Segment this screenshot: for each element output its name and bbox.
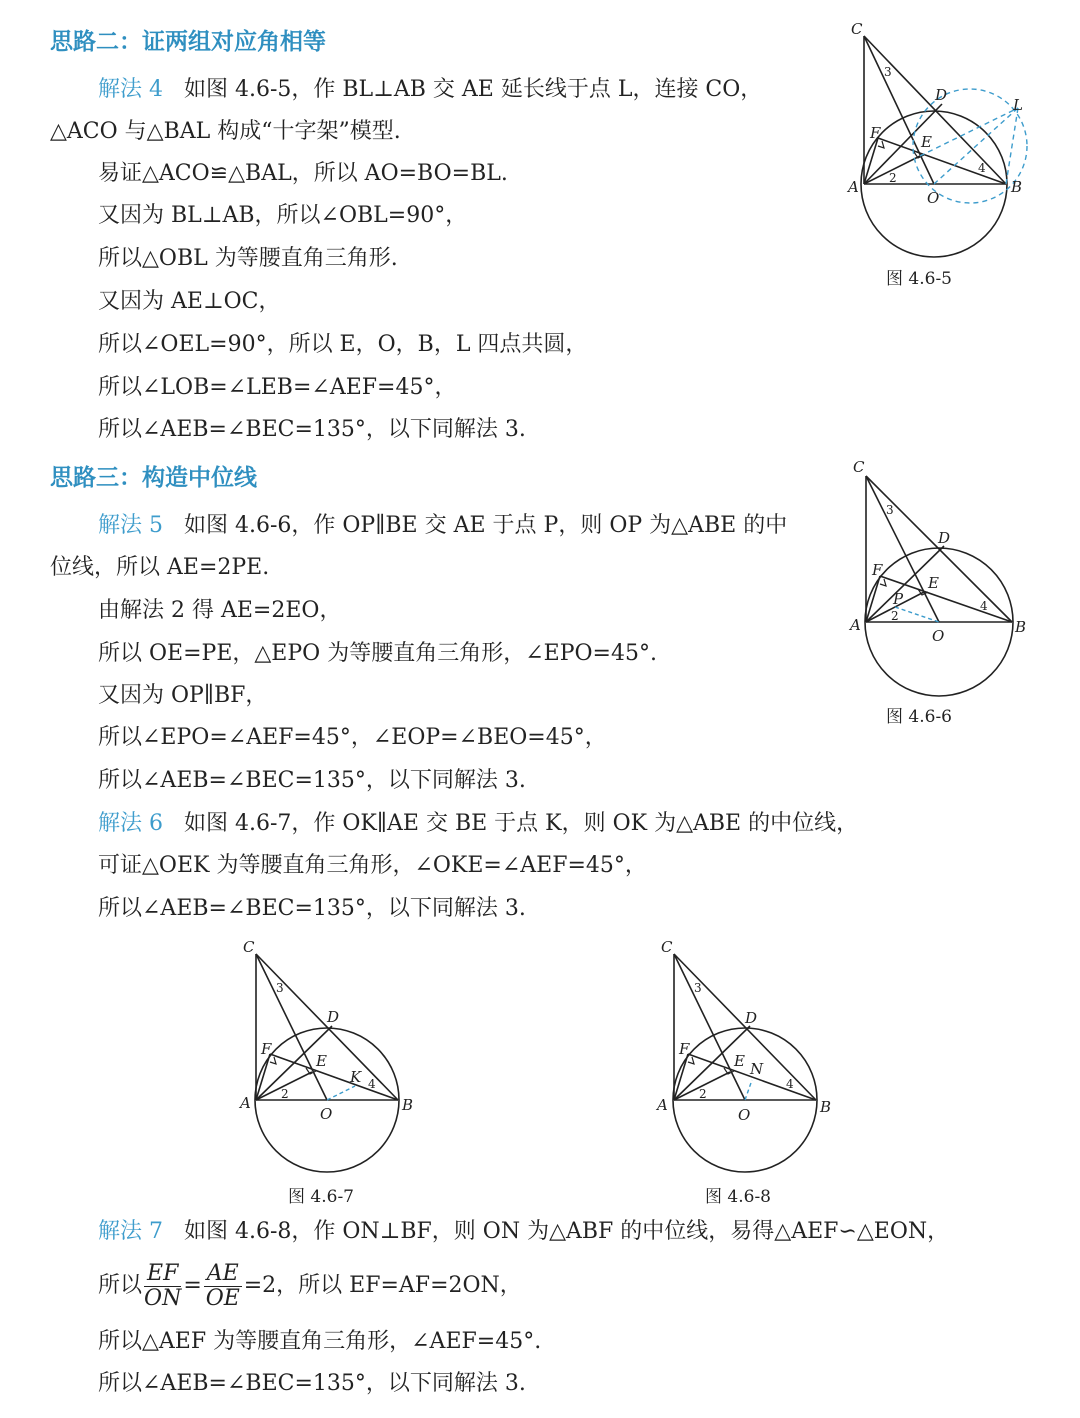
section-heading-approach-3: 思路三：构造中位线 (50, 465, 257, 491)
caption-4-6-7: 图 4.6-7 (288, 1187, 354, 1207)
fig6-angle-3: 3 (886, 503, 894, 517)
fig8-label-f: F (679, 1040, 690, 1058)
fig7-label-d: D (327, 1008, 340, 1026)
fig8-label-e: E (734, 1052, 745, 1070)
fig7-label-f: F (261, 1040, 272, 1058)
fig8-label-b: B (820, 1098, 832, 1116)
method-7-equals: = (183, 1273, 202, 1298)
fig7-label-c: C (243, 938, 255, 956)
fig7-line-ok (327, 1086, 355, 1100)
method-6-line-1 (98, 810, 858, 838)
method-5-line-2: 位线，所以 AE=2PE. (50, 555, 270, 580)
fraction-ef-on-numerator: EF (144, 1262, 181, 1287)
fig7-line-fb (270, 1054, 398, 1100)
fig7-label-e: E (316, 1052, 327, 1070)
fig8-label-c: C (661, 938, 673, 956)
fig6-angle-4: 4 (980, 599, 988, 613)
figure-4-6-8 (650, 930, 850, 1185)
method-6-label: 解法 6 (98, 811, 163, 836)
method-7-line-3: 所以△AEF 为等腰直角三角形，∠AEF=45°. (98, 1329, 542, 1354)
fig8-right-angle-f (688, 1057, 694, 1064)
fig5-line-co (864, 36, 934, 184)
fig5-label-l: L (1013, 96, 1023, 114)
fig8-line-co (674, 954, 745, 1100)
fig8-angle-2: 2 (699, 1087, 707, 1101)
fraction-ae-oe-denominator: OE (205, 1285, 240, 1311)
method-5-line-3: 由解法 2 得 AE=2EO， (98, 598, 342, 623)
figure-4-6-5 (840, 14, 1040, 264)
fig5-angle-3: 3 (884, 65, 892, 79)
fraction-ae-oe (204, 1262, 242, 1311)
method-5-line-5: 又因为 OP∥BF， (98, 683, 268, 708)
fig6-angle-2: 2 (891, 609, 899, 623)
fraction-ef-on-denominator: ON (144, 1285, 182, 1311)
method-7-line-2-pre: 所以 (98, 1273, 143, 1298)
fig5-label-f: F (870, 124, 881, 142)
fig6-right-angle-f (880, 579, 886, 586)
fig5-label-b: B (1011, 178, 1023, 196)
figure-4-6-7 (230, 930, 430, 1185)
fig7-label-b: B (402, 1096, 414, 1114)
method-5-label: 解法 5 (98, 513, 163, 538)
fraction-ae-oe-numerator: AE (204, 1262, 242, 1287)
method-7-line-2 (98, 1258, 522, 1314)
fig6-label-c: C (853, 458, 865, 476)
method-6-line-2: 可证△OEK 为等腰直角三角形，∠OKE=∠AEF=45°， (98, 853, 647, 878)
fig7-line-cb (256, 954, 398, 1100)
fig8-angle-4: 4 (786, 1077, 794, 1091)
fig5-label-d: D (935, 86, 948, 104)
section-heading-approach-2: 思路二：证两组对应角相等 (50, 29, 326, 55)
method-7-line-1 (98, 1218, 949, 1246)
fig5-angle-2: 2 (889, 171, 897, 185)
method-4-text: 如图 4.6-5，作 BL⊥AB 交 AE 延长线于点 L，连接 CO， (183, 77, 763, 102)
fig5-label-o: O (927, 189, 940, 207)
fig5-label-a: A (848, 178, 859, 196)
caption-4-6-6: 图 4.6-6 (886, 707, 952, 727)
caption-4-6-8: 图 4.6-8 (705, 1187, 771, 1207)
method-4-line-7: 所以∠OEL=90°，所以 E，O，B，L 四点共圆， (98, 332, 588, 357)
fig6-label-d: D (938, 529, 951, 547)
fig7-label-a: A (240, 1094, 251, 1112)
fig5-label-c: C (851, 20, 863, 38)
fig8-angle-3: 3 (694, 981, 702, 995)
method-4-line-6: 又因为 AE⊥OC， (98, 289, 281, 314)
fig6-label-o: O (932, 627, 945, 645)
method-4-line-4: 又因为 BL⊥AB，所以∠OBL=90°， (98, 203, 468, 228)
method-6-line-3: 所以∠AEB=∠BEC=135°，以下同解法 3. (98, 896, 526, 921)
fig8-line-on (745, 1080, 752, 1100)
fig7-label-k: K (350, 1068, 362, 1086)
method-7-line-2-post: =2，所以 EF=AF=2ON， (243, 1273, 522, 1298)
method-7-text: 如图 4.6-8，作 ON⊥BF，则 ON 为△ABF 的中位线，易得△AEF∽△EON， (183, 1219, 950, 1244)
fig7-angle-2: 2 (281, 1087, 289, 1101)
fig8-label-d: D (745, 1009, 758, 1027)
fig7-line-co (256, 954, 327, 1100)
fig8-line-cb (674, 954, 816, 1100)
fig5-right-angle-f (878, 141, 884, 148)
method-4-line-5: 所以△OBL 为等腰直角三角形. (98, 246, 398, 271)
method-4-line-2: △ACO 与△BAL 构成“十字架”模型. (50, 119, 401, 144)
method-5-line-4: 所以 OE=PE，△EPO 为等腰直角三角形，∠EPO=45°. (98, 641, 657, 666)
fig6-label-p: P (893, 590, 904, 608)
caption-4-6-5: 图 4.6-5 (886, 269, 952, 289)
method-6-text: 如图 4.6-7，作 OK∥AE 交 BE 于点 K，则 OK 为△ABE 的中位线， (183, 811, 859, 836)
method-7-label: 解法 7 (98, 1219, 163, 1244)
method-5-line-6: 所以∠EPO=∠AEF=45°，∠EOP=∠BEO=45°， (98, 725, 607, 750)
method-4-label: 解法 4 (98, 77, 163, 102)
fig8-label-n: N (750, 1060, 764, 1078)
fig6-label-b: B (1015, 618, 1027, 636)
fig6-label-e: E (928, 574, 939, 592)
fig8-label-o: O (738, 1106, 751, 1124)
method-4-line-9: 所以∠AEB=∠BEC=135°，以下同解法 3. (98, 417, 526, 442)
fig7-angle-3: 3 (276, 981, 284, 995)
method-5-line-7: 所以∠AEB=∠BEC=135°，以下同解法 3. (98, 768, 526, 793)
fig5-angle-4: 4 (978, 161, 986, 175)
method-5-line-1 (98, 512, 787, 540)
fig5-line-bl (1006, 108, 1018, 184)
method-5-text: 如图 4.6-6，作 OP∥BE 交 AE 于点 P，则 OP 为△ABE 的中 (183, 513, 788, 538)
method-7-line-4: 所以∠AEB=∠BEC=135°，以下同解法 3. (98, 1371, 526, 1396)
fraction-ef-on (144, 1262, 181, 1311)
fig6-label-f: F (872, 561, 883, 579)
fig7-right-angle-f (270, 1057, 276, 1064)
method-4-line-3: 易证△ACO≌△BAL，所以 AO=BO=BL. (98, 161, 508, 186)
fig5-label-e: E (921, 133, 932, 151)
fig8-label-a: A (657, 1096, 668, 1114)
figure-4-6-6 (840, 454, 1040, 699)
method-4-line-8: 所以∠LOB=∠LEB=∠AEF=45°， (98, 375, 457, 400)
fig7-angle-4: 4 (368, 1077, 376, 1091)
fig7-label-o: O (320, 1105, 333, 1123)
fig6-label-a: A (850, 616, 861, 634)
fig5-line-el (920, 108, 1018, 156)
method-4-line-1 (98, 76, 762, 104)
